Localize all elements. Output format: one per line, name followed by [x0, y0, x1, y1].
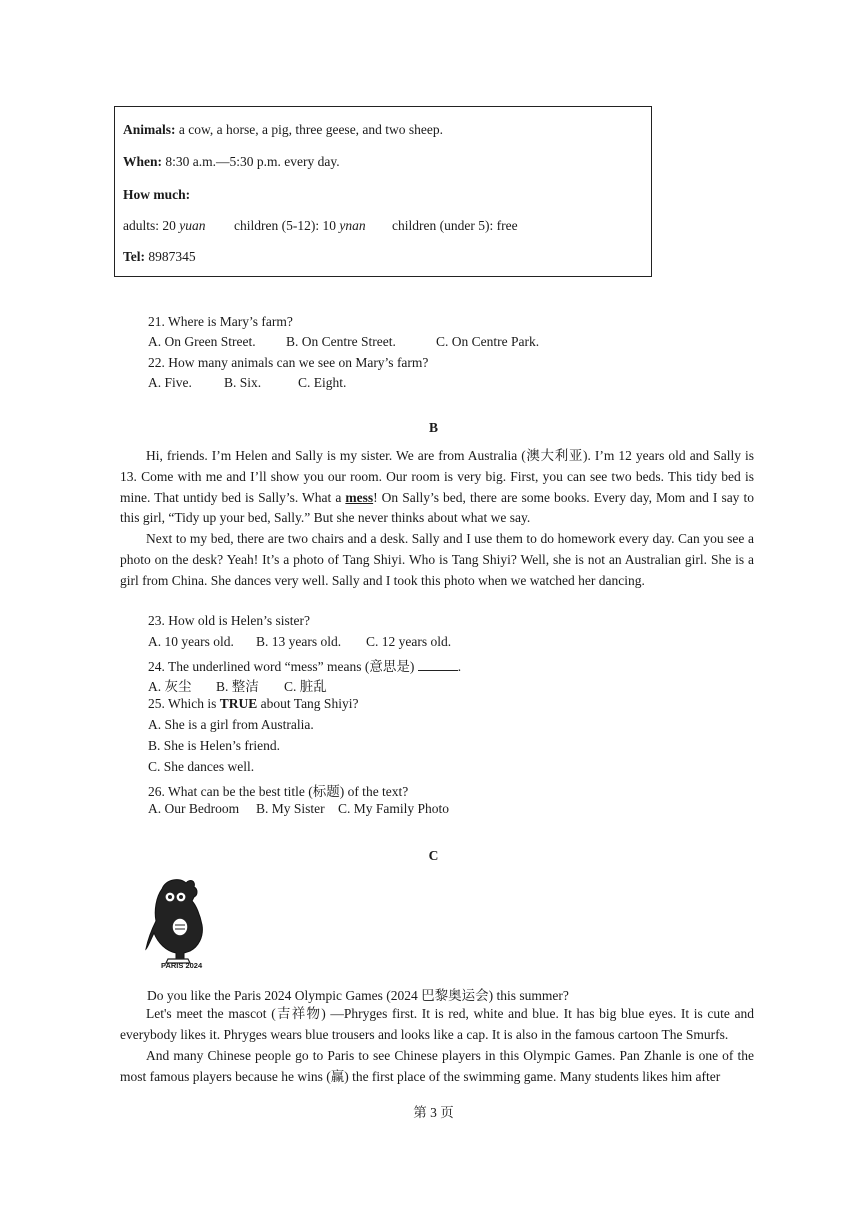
- q22-option-b: B. Six.: [224, 375, 262, 390]
- section-b-paragraph-2: Next to my bed, there are two chairs and a desk. Sally and I use them to do homework every day. Can you see a photo on the desk? Yeah! It’s a photo of Tang Shiyi. Who is Tang Shiyi? Well, she is not an Australian girl. She is a girl from China. She dances very well. Sally and I took this photo when we watched her dancing.: [120, 531, 754, 588]
- section-c-heading: C: [428, 848, 439, 863]
- adults-prefix: adults: 20: [123, 218, 180, 233]
- q24-option-c: C. 脏乱: [284, 679, 327, 694]
- q23-option-a: A. 10 years old.: [148, 634, 234, 649]
- q25-option-a: A. She is a girl from Australia.: [148, 717, 314, 732]
- animals-value: a cow, a horse, a pig, three geese, and two sheep.: [175, 122, 444, 137]
- q26-option-c: C. My Family Photo: [338, 801, 450, 816]
- q24-question: 24. The underlined word “mess” means (意思是): [148, 659, 415, 674]
- q26-question: 26. What can be the best title (标题) of the text?: [148, 784, 409, 799]
- section-c-paragraph-1: Let's meet the mascot (吉祥物) —Phryges first. It is red, white and blue. It has big blue eyes. It is cute and everybody likes it. Phryges wears blue trousers and looks like a cap. It is also in the famous cartoon The Smurfs.: [120, 1006, 754, 1042]
- q24-option-b: B. 整洁: [216, 679, 259, 694]
- q24-end: .: [457, 659, 462, 674]
- q26-option-b: B. My Sister: [256, 801, 325, 816]
- phryges-mascot-icon: [140, 875, 220, 970]
- animals-line: [123, 122, 443, 138]
- when-line: [123, 154, 340, 170]
- q24-question-line: [148, 655, 461, 675]
- q22-option-a: A. Five.: [148, 375, 192, 390]
- q21-question: 21. Where is Mary’s farm?: [148, 314, 293, 329]
- tel-label: Tel:: [123, 249, 146, 264]
- children-price: [234, 218, 366, 234]
- animals-label: Animals:: [123, 122, 176, 137]
- section-c-paragraph-2: And many Chinese people go to Paris to see Chinese players in this Olympic Games. Pan Zhanle is one of the most famous players because he wins (赢) the first place of the swimming game. Many students likes him after: [120, 1048, 754, 1084]
- q25-option-c: C. She dances well.: [148, 759, 255, 774]
- answer-blank: [418, 658, 458, 671]
- q23-option-c: C. 12 years old.: [366, 634, 452, 649]
- children-unit: ynan: [339, 218, 366, 233]
- p1-text-start: Hi, friends. I’m Helen and Sally is my sister. We are from Australia (澳大利亚). I’m 12 years old and Sally is 13. Come with me and I’ll show you our room. Our room is very big. First, you can see two beds. This tidy bed is mine. That untidy bed is Sally’s. What a: [120, 448, 754, 505]
- q21-option-b: B. On Centre Street.: [286, 334, 396, 349]
- q25-question-pre: 25. Which is: [148, 696, 220, 711]
- q25-question: [148, 696, 358, 712]
- q21-option-c: C. On Centre Park.: [436, 334, 540, 349]
- tel-line: [123, 249, 196, 265]
- p1-text-end: ! On Sally’s bed, there are some books. Every day, Mom and I say to this girl, “Tidy up your bed, Sally.” But she never thinks about what we say.: [120, 489, 754, 526]
- children-prefix: children (5-12): 10: [234, 218, 340, 233]
- underlined-word-mess: mess: [345, 489, 374, 505]
- section-b-heading: B: [428, 420, 438, 435]
- when-value: 8:30 a.m.—5:30 p.m. every day.: [162, 154, 340, 169]
- q25-option-b: B. She is Helen’s friend.: [148, 738, 280, 753]
- q22-option-c: C. Eight.: [298, 375, 347, 390]
- q23-question: 23. How old is Helen’s sister?: [148, 613, 310, 628]
- children-under-price: children (under 5): free: [392, 218, 518, 233]
- mascot-caption: PARIS 2024: [161, 961, 203, 970]
- adults-unit: yuan: [179, 218, 206, 233]
- q21-option-a: A. On Green Street.: [148, 334, 256, 349]
- q25-question-post: about Tang Shiyi?: [257, 696, 359, 711]
- page-number: 第 3 页: [413, 1105, 454, 1120]
- q22-question: 22. How many animals can we see on Mary’s farm?: [148, 355, 429, 370]
- how-much-label: How much:: [123, 187, 191, 202]
- mascot-image: [140, 875, 220, 970]
- q24-option-a: A. 灰尘: [148, 679, 192, 694]
- adults-price: [123, 218, 206, 234]
- section-b-paragraph-1: [120, 446, 754, 529]
- when-label: When:: [123, 154, 163, 169]
- section-c-question-line: Do you like the Paris 2024 Olympic Games (2024 巴黎奥运会) this summer?: [147, 988, 569, 1003]
- q25-question-bold: TRUE: [219, 696, 258, 711]
- q23-option-b: B. 13 years old.: [256, 634, 342, 649]
- tel-value: 8987345: [145, 249, 196, 264]
- q26-option-a: A. Our Bedroom: [148, 801, 240, 816]
